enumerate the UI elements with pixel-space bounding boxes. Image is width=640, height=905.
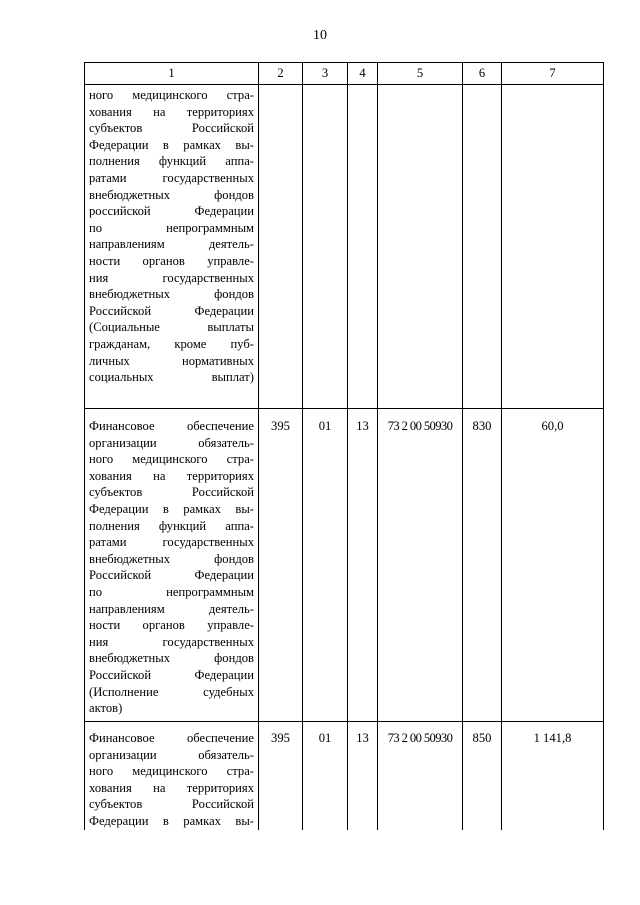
description-line: внебюджетных фондов — [89, 287, 254, 302]
description-line: Российской Федерации — [89, 568, 254, 583]
table-row — [85, 409, 604, 722]
row-cell-4: 13 — [348, 722, 378, 830]
row-cell-6: 850 — [463, 722, 502, 830]
row-cell-4: 13 — [348, 409, 378, 722]
description-line: хования на территориях — [89, 780, 254, 795]
description-line: субъектов Российской — [89, 121, 254, 136]
description-line: организации обязатель- — [89, 435, 254, 450]
row-cell-7: 60,0 — [502, 409, 604, 722]
column-header-1: 1 — [85, 63, 259, 85]
description-line: по непрограммным — [89, 584, 254, 599]
row-cell-6 — [463, 85, 502, 409]
page-number: 10 — [313, 28, 327, 43]
description-line: организации обязатель- — [89, 747, 254, 762]
description-line: гражданам, кроме пуб- — [89, 336, 254, 351]
row-cell-2: 395 — [259, 409, 303, 722]
description-line: личных нормативных — [89, 353, 254, 368]
column-header-7: 7 — [502, 63, 604, 85]
description-line: ния государственных — [89, 634, 254, 649]
row-cell-5 — [378, 85, 463, 409]
column-header-6: 6 — [463, 63, 502, 85]
column-header-4: 4 — [348, 63, 378, 85]
description-line: Федерации в рамках вы- — [89, 137, 254, 152]
description-line: полнения функций аппа- — [89, 154, 254, 169]
description-line: ности органов управле- — [89, 618, 254, 633]
description-line: (Исполнение судебных — [89, 684, 254, 699]
description-line: Финансовое обеспечение — [89, 731, 254, 745]
row-description — [85, 722, 259, 830]
description-line: внебюджетных фондов — [89, 551, 254, 566]
description-line: ного медицинского стра- — [89, 88, 254, 102]
description-line: внебюджетных фондов — [89, 651, 254, 666]
description-line: Российской Федерации — [89, 667, 254, 682]
description-line: по непрограммным — [89, 220, 254, 235]
row-description — [85, 85, 259, 409]
description-line: российской Федерации — [89, 204, 254, 219]
description-line: ратами государственных — [89, 535, 254, 550]
description-line: полнения функций аппа- — [89, 518, 254, 533]
row-description — [85, 409, 259, 722]
description-line: (Социальные выплаты — [89, 320, 254, 335]
column-header-3: 3 — [303, 63, 348, 85]
budget-table — [84, 62, 604, 830]
row-cell-3 — [303, 85, 348, 409]
table-header-row — [85, 63, 604, 85]
description-line: внебюджетных фондов — [89, 187, 254, 202]
description-line: актов) — [89, 701, 123, 716]
table-row — [85, 85, 604, 409]
row-cell-6: 830 — [463, 409, 502, 722]
description-line: хования на территориях — [89, 104, 254, 119]
description-line: направлениям деятель- — [89, 237, 254, 252]
description-line: ности органов управле- — [89, 253, 254, 268]
description-line: ного медицинского стра- — [89, 764, 254, 779]
row-cell-5: 73 2 00 50930 — [378, 722, 463, 830]
description-line: хования на территориях — [89, 468, 254, 483]
row-cell-2 — [259, 85, 303, 409]
description-line: субъектов Российской — [89, 485, 254, 500]
description-line: Российской Федерации — [89, 303, 254, 318]
description-line: ния государственных — [89, 270, 254, 285]
description-line: Федерации в рамках вы- — [89, 501, 254, 516]
description-line: ного медицинского стра- — [89, 452, 254, 467]
description-line: направлениям деятель- — [89, 601, 254, 616]
column-header-2: 2 — [259, 63, 303, 85]
table-row — [85, 722, 604, 830]
row-cell-7: 1 141,8 — [502, 722, 604, 830]
description-line: субъектов Российской — [89, 797, 254, 812]
description-line: ратами государственных — [89, 170, 254, 185]
description-line: социальных выплат) — [89, 370, 254, 385]
row-cell-3: 01 — [303, 722, 348, 830]
description-line: Федерации в рамках вы- — [89, 813, 254, 828]
row-cell-5: 73 2 00 50930 — [378, 409, 463, 722]
row-cell-7 — [502, 85, 604, 409]
row-cell-2: 395 — [259, 722, 303, 830]
row-cell-4 — [348, 85, 378, 409]
description-line: Финансовое обеспечение — [89, 419, 254, 433]
row-cell-3: 01 — [303, 409, 348, 722]
column-header-5: 5 — [378, 63, 463, 85]
